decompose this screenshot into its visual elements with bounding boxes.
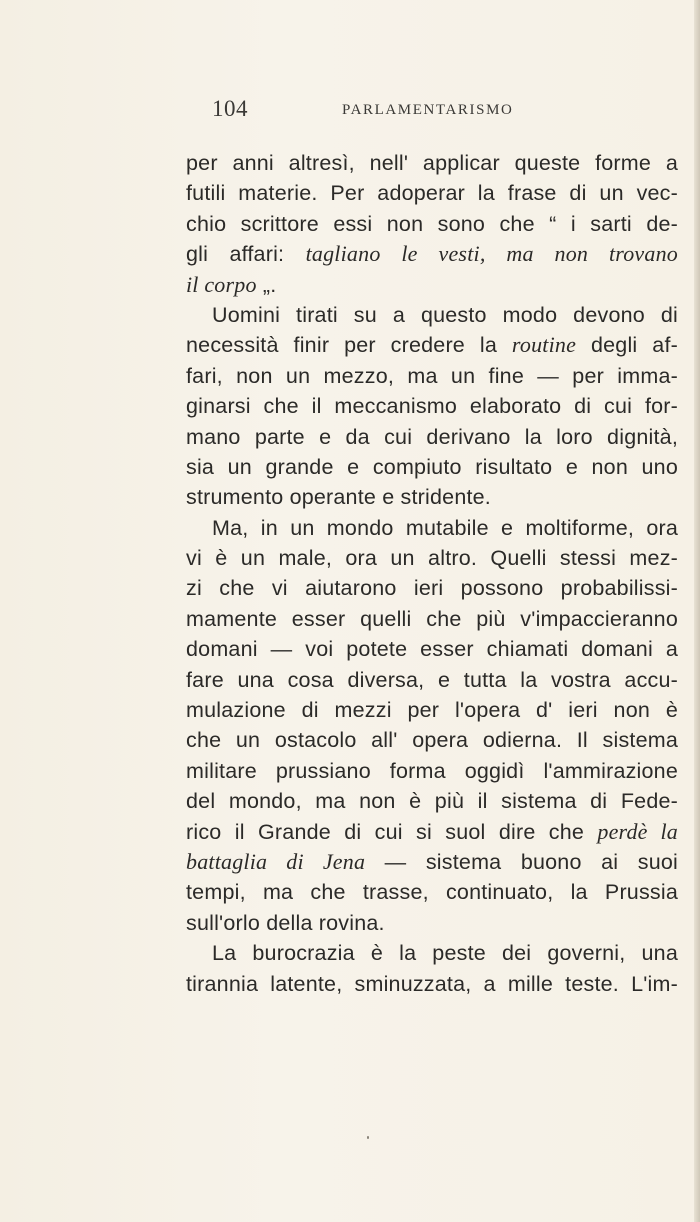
text-line: che un ostacolo all' opera odierna. Il sistema	[186, 728, 678, 753]
text-line: mulazione di mezzi per l'opera d' ieri non è	[186, 698, 678, 723]
text-line: del mondo, ma non è più il sistema di Fede-	[186, 789, 678, 814]
text-segment: — sistema buono ai suoi	[365, 849, 678, 874]
text-line: futili materie. Per adoperar la frase di un vec-	[186, 181, 678, 206]
italic-term: routine	[511, 332, 577, 358]
text-segment: rico il Grande di cui si suol dire che	[186, 819, 598, 844]
italic-quote: tagliano le vesti, ma non trovano	[305, 241, 678, 267]
text-line: vi è un male, ora un altro. Quelli stessi mez-	[186, 546, 678, 571]
text-line: tempi, ma che trasse, continuato, la Prussia	[186, 880, 678, 905]
body-text	[186, 148, 678, 999]
text-segment: degli af-	[576, 333, 678, 358]
text-line: mamente esser quelli che più v'impaccieranno	[186, 606, 678, 631]
text-line: fare una cosa diversa, e tutta la vostra accu-	[186, 667, 678, 692]
paragraph-start: Ma, in un mondo mutabile e moltiforme, ora	[212, 515, 678, 540]
text-line: strumento operante e stridente.	[186, 485, 491, 510]
text-line: zi che vi aiutarono ieri possono probabilissi-	[186, 576, 678, 601]
text-line: per anni altresì, nell' applicar queste forme a	[186, 151, 678, 175]
text-segment: gli affari:	[186, 242, 285, 267]
text-line: sull'orlo della rovina.	[186, 910, 385, 935]
text-segment: necessità finir per credere la	[186, 333, 512, 358]
text-line: ginarsi che il meccanismo elaborato di cui for-	[186, 394, 678, 419]
text-segment: „.	[256, 272, 277, 297]
paragraph-start: Uomini tirati su a questo modo devono di	[212, 302, 678, 327]
text-line: fari, non un mezzo, ma un fine — per imma-	[186, 363, 678, 388]
italic-phrase: perdè la	[597, 818, 678, 844]
text-line	[186, 270, 678, 300]
text-line: sia un grande e compiuto risultato e non uno	[186, 454, 678, 479]
text-line: tirannia latente, sminuzzata, a mille teste. L'im-	[186, 971, 678, 996]
page-number: 104	[212, 96, 248, 121]
paragraph-start: La burocrazia è la peste dei governi, una	[212, 941, 678, 966]
text-line	[186, 847, 678, 877]
text-line	[186, 239, 678, 269]
italic-phrase: battaglia di Jena	[186, 848, 366, 874]
text-line: mano parte e da cui derivano la loro dignità,	[186, 424, 678, 449]
italic-quote: il corpo	[186, 271, 257, 297]
page-header	[186, 96, 680, 130]
text-line: chio scrittore essi non sono che “ i sarti de-	[186, 211, 678, 236]
running-title: PARLAMENTARISMO	[342, 102, 514, 118]
text-line	[186, 330, 678, 360]
text-line: domani — voi potete esser chiamati domani a	[186, 637, 678, 662]
paper-speck	[367, 1136, 369, 1139]
text-line	[186, 817, 678, 847]
page-edge	[694, 0, 700, 1222]
text-line: militare prussiano forma oggidì l'ammirazione	[186, 758, 678, 783]
